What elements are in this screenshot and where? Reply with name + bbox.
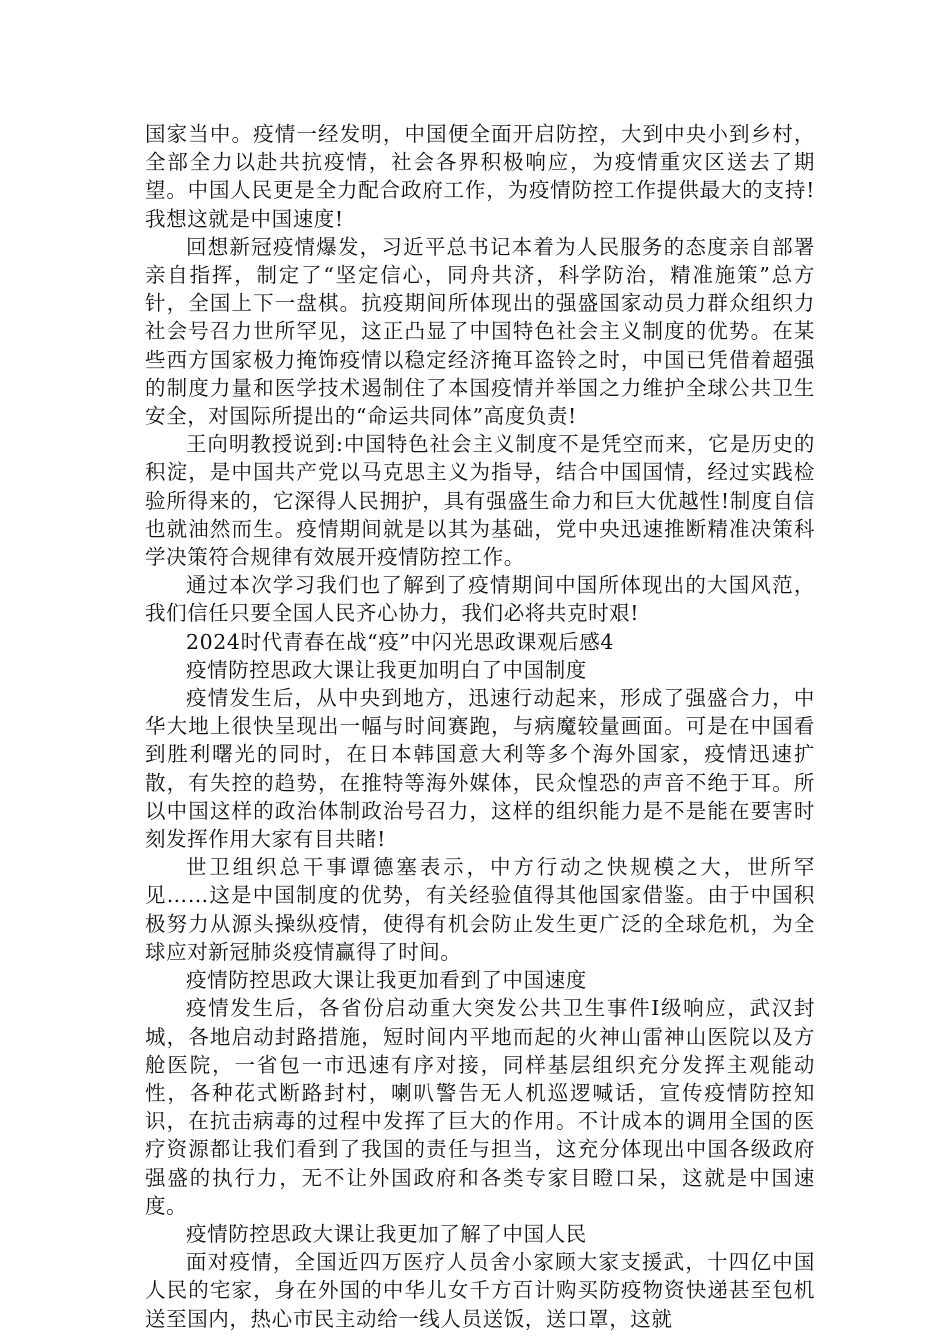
section-title: 2024时代青春在战“疫”中闪光思政课观后感4	[186, 629, 614, 654]
paragraph-speed-details: 疫情发生后，各省份启动重大突发公共卫生事件Ⅰ级响应，武汉封城，各地启动封路措施，短时间内平地而起的火神山雷神山医院以及方舱医院，一省包一市迅速有序对接，同样基层组织充分发挥主观能动性，各种花式断路封村，喇叭警告无人机巡逻喊话，宣传疫情防控知识，在抗击病毒的过程中发挥了巨大的作用。不计成本的调用全国的医疗资源都让我们看到了我国的责任与担当，这充分体现出中国各级政府强盛的执行力，无不让外国政府和各类专家目瞪口呆，这就是中国速度。	[145, 996, 815, 1218]
paragraph-people-details: 面对疫情，全国近四万医疗人员舍小家顾大家支援武，十四亿中国人民的宅家，身在外国的中华儿女千方百计购买防疫物资快递甚至包机送至国内，热心市民主动给一线人员送饭，送口罩，这就	[145, 1250, 815, 1331]
subheading-china-speed: 疫情防控思政大课让我更加看到了中国速度	[186, 968, 587, 993]
paragraph-study-summary: 通过本次学习我们也了解到了疫情期间中国所体现出的大国风范，我们信任只要全国人民齐心协力，我们必将共克时艰!	[145, 573, 815, 626]
paragraph-continuation: 国家当中。疫情一经发明，中国便全面开启防控，大到中央小到乡村，全部全力以赴共抗疫情，社会各界积极响应，为疫情重灾区送去了期望。中国人民更是全力配合政府工作，为疫情防控工作提供最大的支持!我想这就是中国速度!	[145, 122, 815, 231]
paragraph-who-comment: 世卫组织总干事谭德塞表示，中方行动之快规模之大，世所罕见……这是中国制度的优势，有关经验值得其他国家借鉴。由于中国积极努力从源头操纵疫情，使得有机会防止发生更广泛的全球危机，为全球应对新冠肺炎疫情赢得了时间。	[145, 855, 815, 964]
subheading-china-people: 疫情防控思政大课让我更加了解了中国人民	[186, 1221, 587, 1246]
paragraph-professor-quote: 王向明教授说到:中国特色社会主义制度不是凭空而来，它是历史的积淀，是中国共产党以马克思主义为指导，结合中国国情，经过实践检验所得来的，它深得人民拥护，具有强盛生命力和巨大优越性!制度自信也就油然而生。疫情期间就是以其为基础，党中央迅速推断精准决策科学决策符合规律有效展开疫情防控工作。	[145, 432, 815, 570]
paragraph-system-advantage: 回想新冠疫情爆发，习近平总书记本着为人民服务的态度亲自部署亲自指挥，制定了“坚定信心，同舟共济，科学防治，精准施策”总方针，全国上下一盘棋。抗疫期间所体现出的强盛国家动员力群众组织力社会号召力世所罕见，这正凸显了中国特色社会主义制度的优势。在某些西方国家极力掩饰疫情以稳定经济掩耳盗铃之时，中国已凭借着超强的制度力量和医学技术遏制住了本国疫情并举国之力维护全球公共卫生安全，对国际所提出的“命运共同体”高度负责!	[145, 234, 815, 429]
subheading-china-system: 疫情防控思政大课让我更加明白了中国制度	[186, 657, 587, 682]
document-page	[145, 120, 815, 1333]
paragraph-outbreak-response: 疫情发生后，从中央到地方，迅速行动起来，形成了强盛合力，中华大地上很快呈现出一幅与时间赛跑，与病魔较量画面。可是在中国看到胜利曙光的同时，在日本韩国意大利等多个海外国家，疫情迅速扩散，有失控的趋势，在推特等海外媒体，民众惶恐的声音不绝于耳。所以中国这样的政治体制政治号召力，这样的组织能力是不是能在要害时刻发挥作用大家有目共睹!	[145, 686, 815, 852]
